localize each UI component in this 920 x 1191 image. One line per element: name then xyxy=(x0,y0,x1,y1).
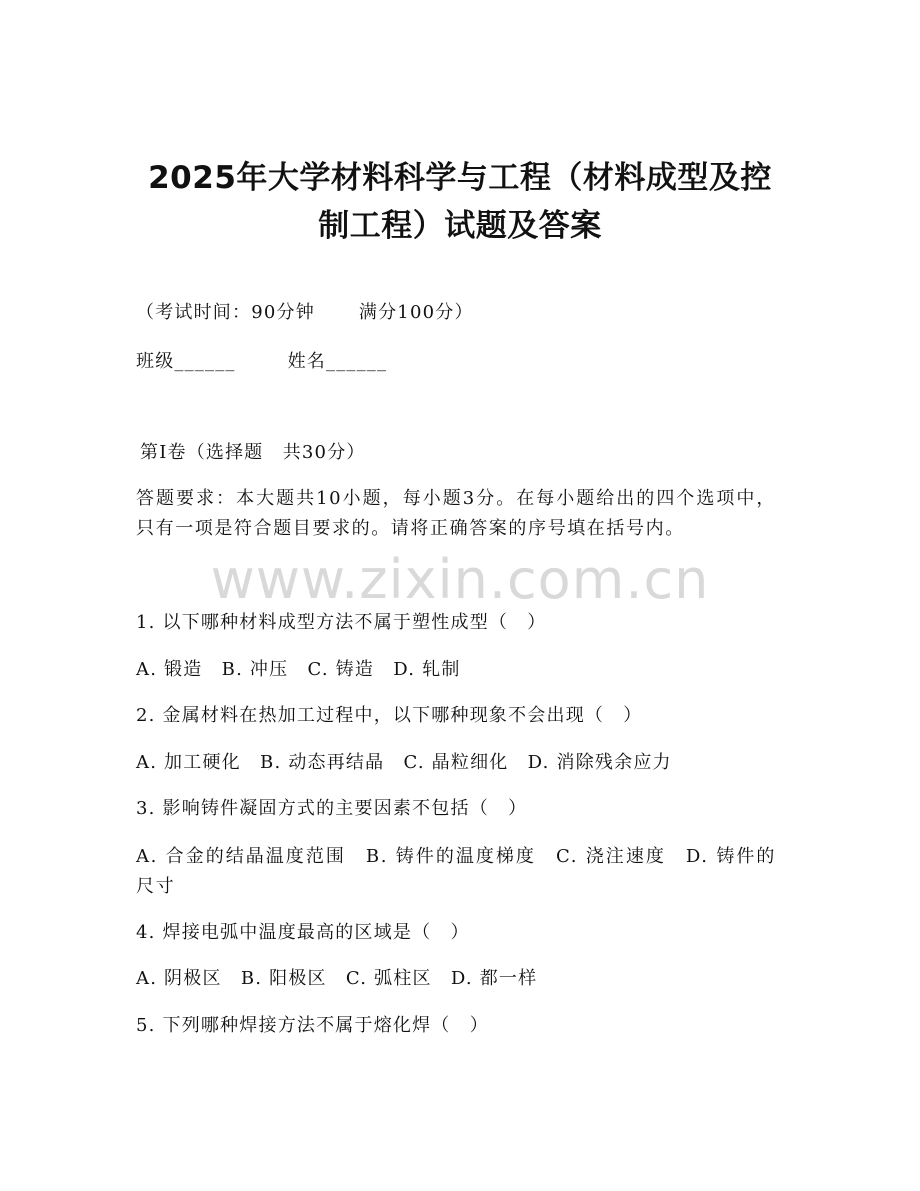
question-3-options: A. 合金的结晶温度范围 B. 铸件的温度梯度 C. 浇注速度 D. 铸件的尺寸 xyxy=(136,846,776,897)
exam-info xyxy=(136,300,474,326)
section-instructions: 答题要求：本大题共10小题，每小题3分。在每小题给出的四个选项中，只有一项是符合题目要求的。请将正确答案的序号填在括号内。 xyxy=(136,488,776,539)
exam-time: （考试时间：90分钟 xyxy=(136,302,315,323)
question-4-options: A. 阴极区 B. 阳极区 C. 弧柱区 D. 都一样 xyxy=(136,968,538,989)
question-2-options: A. 加工硬化 B. 动态再结晶 C. 晶粒细化 D. 消除残余应力 xyxy=(136,752,672,773)
title-line-1: 2025年大学材料科学与工程（材料成型及控 xyxy=(148,160,772,196)
title-line-2: 制工程）试题及答案 xyxy=(318,208,602,244)
question-1-stem: 1. 以下哪种材料成型方法不属于塑性成型（ ） xyxy=(136,612,547,633)
section-heading: 第Ⅰ卷（选择题 共30分） xyxy=(140,442,366,463)
question-1-options: A. 锻造 B. 冲压 C. 铸造 D. 轧制 xyxy=(136,659,461,680)
question-2-stem: 2. 金属材料在热加工过程中，以下哪种现象不会出现（ ） xyxy=(136,705,643,726)
question-5-stem: 5. 下列哪种焊接方法不属于熔化焊（ ） xyxy=(136,1015,489,1036)
exam-score: 满分100分） xyxy=(358,302,474,323)
class-field-label: 班级______ xyxy=(136,351,236,372)
student-fields xyxy=(136,349,387,375)
question-4-stem: 4. 焊接电弧中温度最高的区域是（ ） xyxy=(136,922,470,943)
name-field-label: 姓名______ xyxy=(287,351,388,372)
document-title xyxy=(120,154,800,250)
question-3-stem: 3. 影响铸件凝固方式的主要因素不包括（ ） xyxy=(136,798,528,819)
watermark: www.zixin.com.cn xyxy=(210,548,710,611)
